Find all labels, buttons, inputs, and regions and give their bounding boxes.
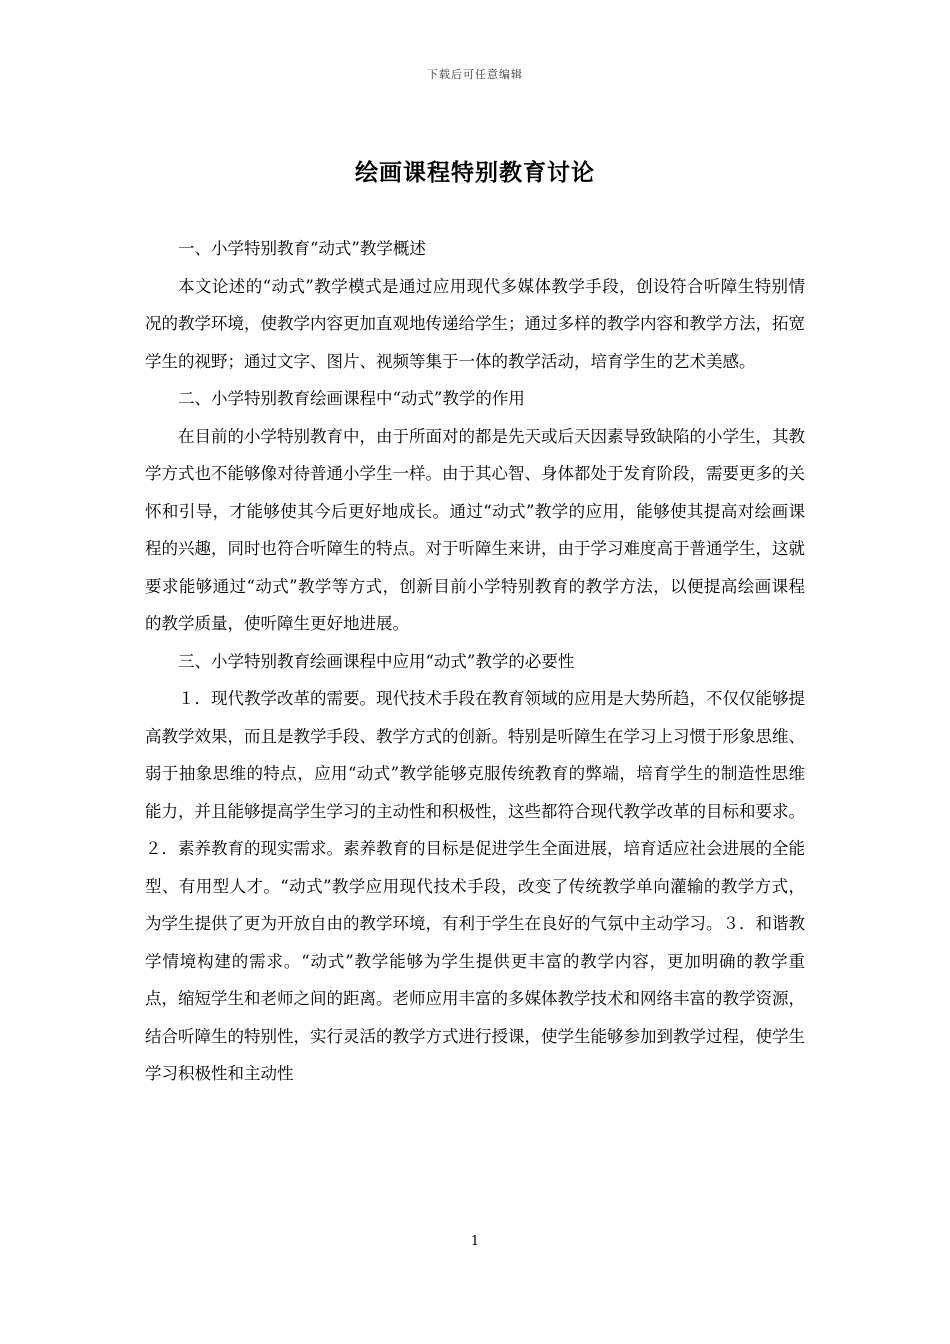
paragraph-2: 在目前的小学特别教育中，由于所面对的都是先天或后天因素导致缺陷的小学生，其教学方式也不能够像对待普通小学生一样。由于其心智、身体都处于发育阶段，需要更多的关怀和引导，才能够使其今后更好地成长。通过“动式”教学的应用，能够使其提高对绘画课程的兴趣，同时也符合听障生的特点。对于听障生来讲，由于学习难度高于普通学生，这就要求能够通过“动式”教学等方式，创新目前小学特别教育的教学方法，以便提高绘画课程的教学质量，使听障生更好地进展。 [145,426,805,633]
section-heading-3: 三、小学特别教育绘画课程中应用“动式”教学的必要性 [178,651,575,671]
paragraph-3: １．现代教学改革的需要。现代技术手段在教育领域的应用是大势所趋，不仅仅能够提高教学效果，而且是教学手段、教学方式的创新。特别是听障生在学习上习惯于形象思维、弱于抽象思维的特点，应用“动式”教学能够克服传统教育的弊端，培育学生的制造性思维能力，并且能够提高学生学习的主动性和积极性，这些都符合现代教学改革的目标和要求。２．素养教育的现实需求。素养教育的目标是促进学生全面进展，培育适应社会进展的全能型、有用型人才。“动式”教学应用现代技术手段，改变了传统教学单向灌输的教学方式，为学生提供了更为开放自由的教学环境，有利于学生在良好的气氛中主动学习。３．和谐教学情境构建的需求。“动式”教学能够为学生提供更丰富的教学内容，更加明确的教学重点，缩短学生和老师之间的距离。老师应用丰富的多媒体教学技术和网络丰富的教学资源，结合听障生的特别性，实行灵活的教学方式进行授课，使学生能够参加到教学过程，使学生学习积极性和主动性 [145,689,805,1083]
paragraph-1: 本文论述的“动式”教学模式是通过应用现代多媒体教学手段，创设符合听障生特别情况的教学环境，使教学内容更加直观地传递给学生；通过多样的教学内容和教学方法，拓宽学生的视野；通过文字、图片、视频等集于一体的教学活动，培育学生的艺术美感。 [145,276,805,371]
document-body [145,230,805,1093]
section-heading-2: 二、小学特别教育绘画课程中“动式”教学的作用 [178,389,525,408]
document-title: 绘画课程特别教育讨论 [355,160,595,186]
page-number: 1 [470,1234,480,1249]
header-note: 下载后可任意编辑 [427,68,523,81]
section-heading-1: 一、小学特别教育“动式”教学概述 [178,239,426,258]
